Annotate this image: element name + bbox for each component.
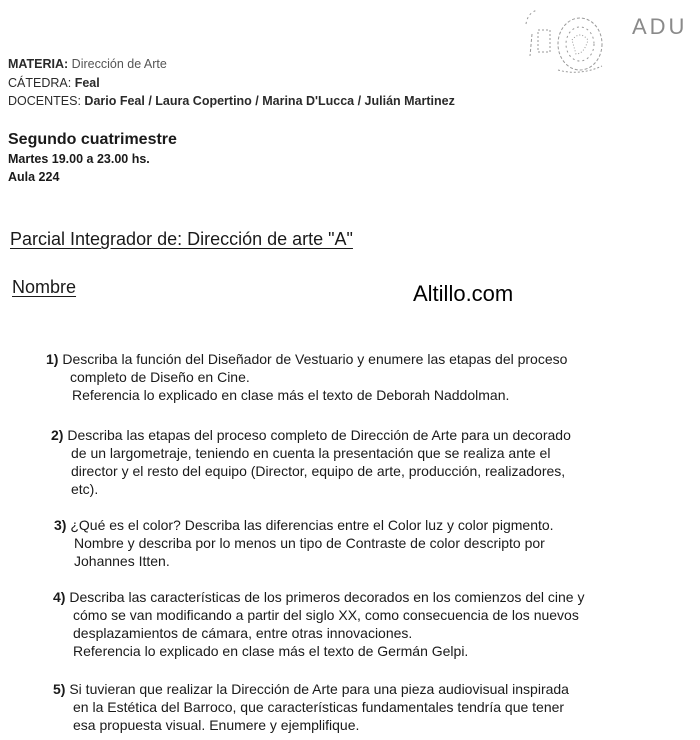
question-text: cómo se van modificando a partir del siglo XX, como consecuencia de los nuevos: [73, 607, 579, 623]
docentes-label: DOCENTES:: [8, 94, 81, 108]
question-number: 2): [51, 427, 64, 443]
question-5: [53, 680, 693, 734]
question-text: ¿Qué es el color? Describa las diferencias entre el Color luz y color pigmento.: [70, 517, 554, 533]
university-seal-logo: [518, 4, 610, 78]
question-4: [53, 588, 693, 660]
docentes-line: [8, 94, 455, 109]
question-3: [54, 516, 694, 570]
question-reference: Referencia lo explicado en clase más el texto de Germán Gelpi.: [73, 643, 469, 659]
schedule-time: Martes 19.00 a 23.00 hs.: [8, 152, 150, 166]
question-reference: Referencia lo explicado en clase más el texto de Deborah Naddolman.: [72, 387, 510, 403]
question-number: 4): [53, 589, 66, 605]
question-number: 3): [54, 517, 67, 533]
seal-text: ADU: [632, 14, 688, 39]
question-number: 1): [46, 351, 59, 367]
question-text: Describa la función del Diseñador de Vestuario y enumere las etapas del proceso: [62, 351, 568, 367]
question-text: de un largometraje, teniendo en cuenta la presentación que se realiza ante el: [71, 445, 551, 461]
question-text: Describa las etapas del proceso completo de Dirección de Arte para un decorado: [67, 427, 571, 443]
question-text: completo de Diseño en Cine.: [70, 369, 250, 385]
question-text: director y el resto del equipo (Director, equipo de arte, producción, realizadores,: [71, 463, 566, 479]
question-text: Nombre y describa por lo menos un tipo de Contraste de color descripto por: [74, 535, 545, 551]
question-number: 5): [53, 681, 66, 697]
question-text: etc).: [71, 481, 99, 497]
room-label: Aula 224: [8, 170, 60, 184]
question-text: Describa las características de los primeros decorados en los comienzos del cine y: [69, 589, 585, 605]
question-1: [46, 350, 686, 404]
question-text: esa propuesta visual. Enumere y ejemplifique.: [73, 717, 360, 733]
materia-value: Dirección de Arte: [71, 57, 167, 71]
materia-line: [8, 57, 167, 72]
catedra-label: CÁTEDRA:: [8, 76, 72, 90]
question-2: [51, 426, 691, 498]
catedra-line: [8, 76, 100, 91]
name-label: Nombre: [12, 277, 77, 297]
question-text: Si tuvieran que realizar la Dirección de Arte para una pieza audiovisual inspirada: [69, 681, 569, 697]
catedra-value: Feal: [74, 76, 100, 90]
exam-title: Parcial Integrador de: Dirección de arte "A": [10, 229, 353, 249]
question-text: en la Estética del Barroco, que características fundamentales tendría que tener: [73, 699, 565, 715]
question-text: desplazamientos de cámara, entre otras innovaciones.: [73, 625, 413, 641]
watermark-text: Altillo.com: [413, 281, 514, 306]
term-heading: Segundo cuatrimestre: [8, 131, 177, 148]
docentes-value: Dario Feal / Laura Copertino / Marina D'Lucca / Julián Martinez: [84, 94, 455, 108]
materia-label: MATERIA:: [8, 57, 69, 71]
question-text: Johannes Itten.: [74, 553, 170, 569]
